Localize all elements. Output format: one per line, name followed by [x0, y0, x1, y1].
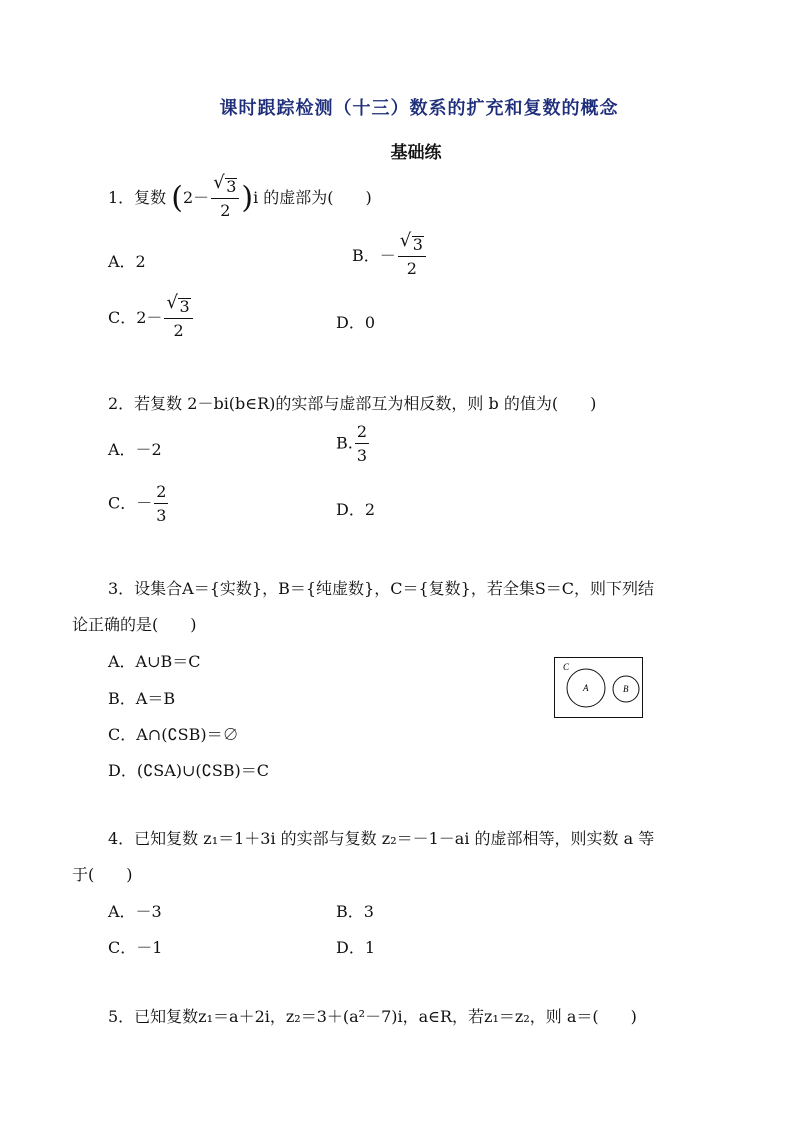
question-3-option-b[interactable]: B．A＝B [108, 689, 176, 708]
right-paren: ) [241, 180, 254, 216]
sqrt-symbol: √ 3 [213, 172, 237, 196]
question-2-option-b[interactable]: B. $\frac{2}{3}$ [336, 422, 368, 465]
question-3-option-c[interactable]: C．A∩(∁SB)＝∅ [108, 725, 239, 744]
question-1-stem [108, 172, 372, 220]
question-1-stem-suffix: i 的虚部为( ) [253, 188, 372, 207]
question-3-option-a[interactable]: A．A∪B＝C [108, 652, 201, 671]
question-2-option-a[interactable]: A．－2 [108, 440, 162, 459]
page-title: 课时跟踪检测（十三）数系的扩充和复数的概念 [219, 98, 619, 119]
question-1-option-a[interactable]: A．2 [108, 252, 146, 271]
question-4-option-c[interactable]: C．－1 [108, 938, 163, 957]
left-paren: ( [171, 180, 183, 216]
question-4-stem-line2: 于( ) [72, 865, 133, 884]
venn-label-c: C [563, 662, 570, 672]
question-2-option-d[interactable]: D．2 [336, 500, 376, 519]
question-4-stem-line1: 4．已知复数 z₁＝1＋3i 的实部与复数 z₂＝－1－ai 的虚部相等，则实数 a 等 [108, 829, 655, 848]
question-4-option-d[interactable]: D．1 [336, 938, 376, 957]
section-heading: 基础练 [390, 143, 442, 163]
question-3-stem-line1: 3．设集合A＝{实数}，B＝{纯虚数}，C＝{复数}，若全集S＝C，则下列结 [108, 579, 655, 598]
question-3-option-d[interactable]: D．(∁SA)∪(∁SB)＝C [108, 761, 270, 780]
question-1-option-d[interactable]: D．0 [336, 313, 376, 332]
question-1-option-c[interactable]: C．2－ √ 3 2 [108, 298, 195, 339]
question-3-stem-line2: 论正确的是( ) [72, 615, 197, 634]
venn-label-b: B [623, 684, 629, 694]
question-4-option-b[interactable]: B．3 [336, 902, 374, 921]
question-1-lead: 2－ [183, 188, 210, 207]
question-2-option-c[interactable]: C．－ $\frac{2}{3}$ [108, 482, 167, 525]
question-5-stem: 5．已知复数z₁＝a＋2i，z₂＝3＋(a²－7)i，a∈R，若z₁＝z₂，则 a＝( ) [108, 1007, 637, 1026]
question-1-stem-prefix: 1．复数 [108, 188, 167, 207]
venn-label-a: A [583, 683, 589, 693]
question-2-stem: 2．若复数 2－bi(b∈R)的实部与虚部互为相反数，则 b 的值为( ) [108, 394, 597, 413]
question-4-option-a[interactable]: A．－3 [108, 902, 162, 921]
venn-diagram [554, 657, 644, 719]
question-1-fraction: √ 3 2 [211, 178, 239, 219]
question-1-option-b[interactable]: B．－ √ 3 2 [352, 236, 428, 277]
